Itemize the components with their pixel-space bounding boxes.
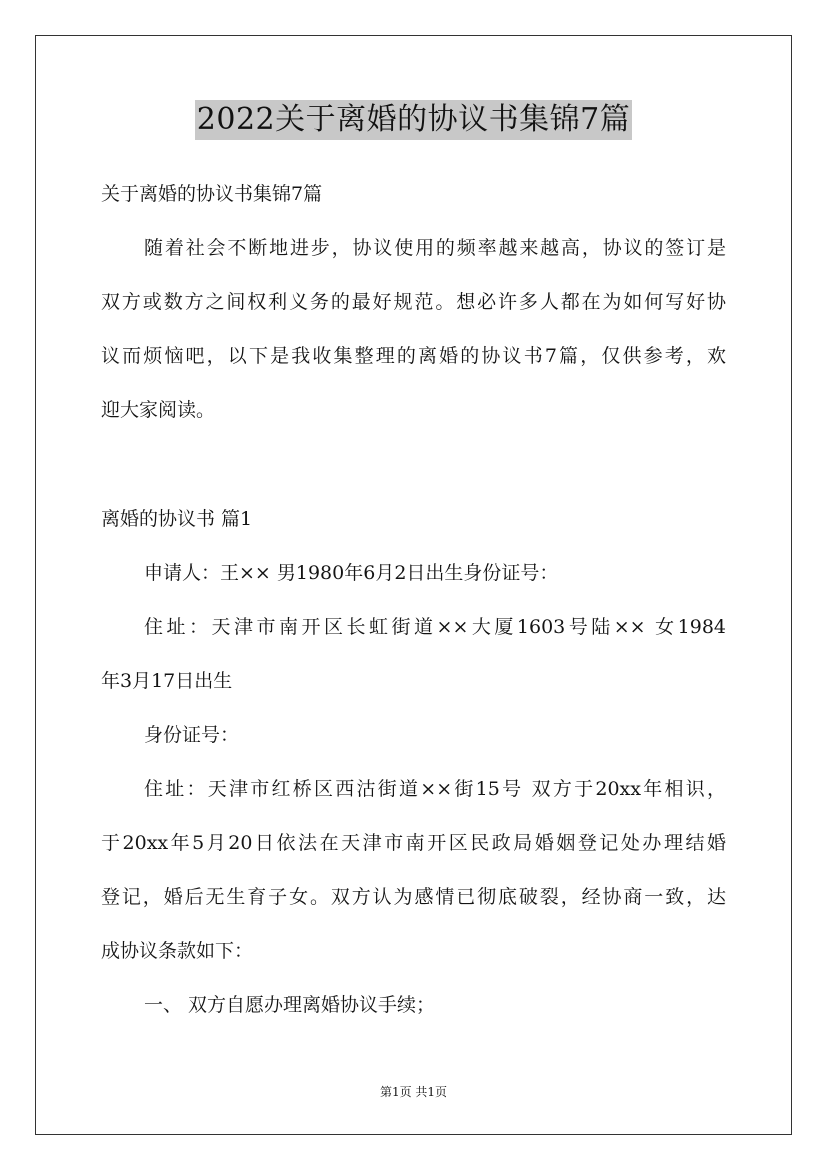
paragraph-line-terms: 成协议条款如下：	[101, 940, 254, 962]
intro-line-2: 双方或数方之间权利义务的最好规范。想必许多人都在为如何写好协	[101, 291, 726, 313]
paragraph-line-address-2: 住址：天津市红桥区西沽街道××街15号 双方于20xx年相识，	[144, 778, 726, 800]
paragraph-line-id: 身份证号：	[144, 724, 240, 746]
clause-item-1: 一、 双方自愿办理离婚协议手续；	[144, 994, 436, 1016]
paragraph-line-registration: 于20xx年5月20日依法在天津市南开区民政局婚姻登记处办理结婚	[101, 832, 726, 854]
document-subtitle: 关于离婚的协议书集锦7篇	[101, 183, 323, 205]
page-footer: 第1页 共1页	[379, 1085, 448, 1099]
intro-line-1: 随着社会不断地进步，协议使用的频率越来越高，协议的签订是	[144, 237, 726, 259]
paragraph-line-agreement: 登记，婚后无生育子女。双方认为感情已彻底破裂，经协商一致，达	[101, 886, 726, 908]
paragraph-line-address-1: 住址：天津市南开区长虹街道××大厦1603号陆×× 女1984	[144, 616, 726, 638]
section-heading: 离婚的协议书 篇1	[101, 508, 253, 530]
paragraph-line-birthdate: 年3月17日出生	[101, 670, 233, 692]
document-title: 2022关于离婚的协议书集锦7篇	[195, 100, 632, 140]
paragraph-line-applicant: 申请人：王×× 男1980年6月2日出生身份证号：	[144, 562, 559, 584]
title-container	[0, 100, 827, 140]
intro-line-4: 迎大家阅读。	[101, 399, 216, 421]
intro-line-3: 议而烦恼吧，以下是我收集整理的离婚的协议书7篇，仅供参考，欢	[101, 345, 726, 367]
